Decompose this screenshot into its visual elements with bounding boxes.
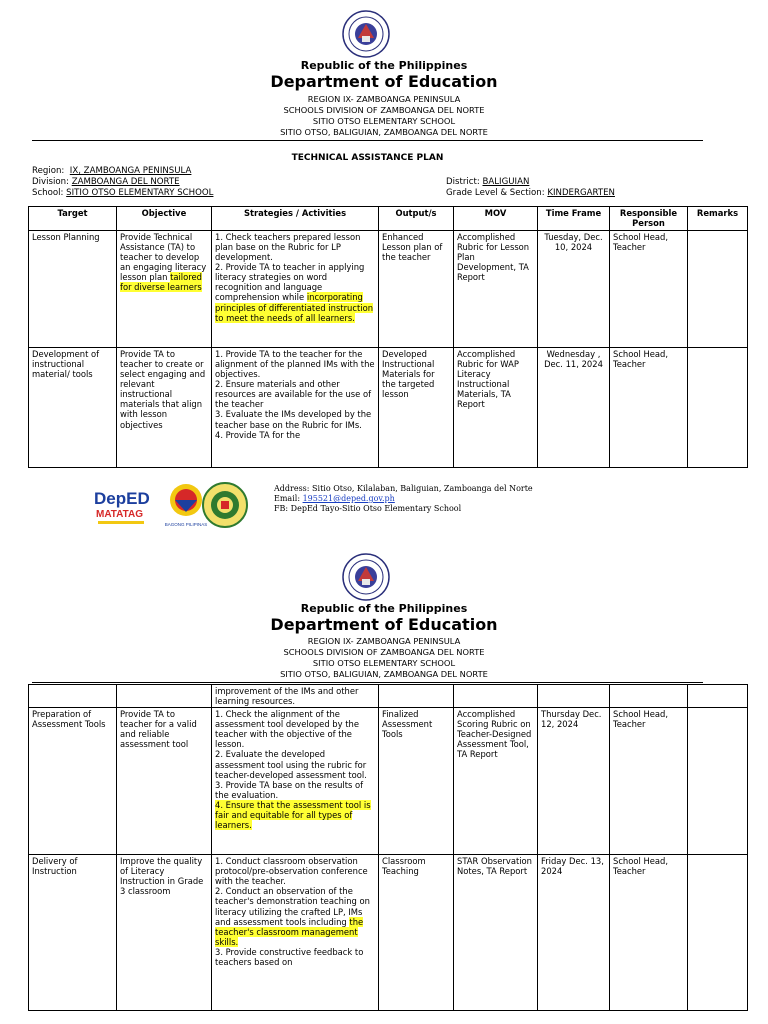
cell-strategies: improvement of the IMs and other learning resources. [212,685,379,708]
deped-matatag-logo [92,480,152,530]
cell-target: Development of instructional material/ tools [29,348,117,468]
highlight: the teacher's classroom management skills. [215,916,364,947]
cell-objective: Provide TA to teacher to create or select engaging and relevant instructional materials that align with lesson objectives [117,348,212,468]
plan-table-2 [28,684,748,1011]
highlight: tailored for diverse learners [120,272,202,293]
footer-email: Email: 195521@deped.gov.ph [274,494,395,503]
cell-person: School Head, Teacher [610,348,688,468]
col-mov: MOV [454,207,538,231]
republic-heading: Republic of the Philippines [300,59,468,72]
grade-info: Grade Level & Section: KINDERGARTEN [446,188,615,198]
cell-time: Friday Dec. 13, 2024 [538,855,610,1011]
cell-person: School Head, Teacher [610,855,688,1011]
cell-objective: Provide TA to teacher for a valid and reliable assessment tool [117,708,212,855]
col-outputs: Output/s [379,207,454,231]
deped-seal-icon [342,10,390,58]
col-remarks: Remarks [688,207,748,231]
cell-output: Classroom Teaching [379,855,454,1011]
col-objective: Objective [117,207,212,231]
table-row [29,685,748,708]
cell-remarks [688,855,748,1011]
division-line: SCHOOLS DIVISION OF ZAMBOANGA DEL NORTE [283,105,485,115]
deped-seal-icon [342,553,390,601]
cell-remarks [688,708,748,855]
cell-remarks [688,348,748,468]
cell-mov: STAR Observation Notes, TA Report [454,855,538,1011]
school-info: School: SITIO OTSO ELEMENTARY SCHOOL [32,188,214,198]
cell-mov: Accomplished Scoring Rubric on Teacher-Designed Assessment Tool, TA Report [454,708,538,855]
cell-target: Lesson Planning [29,231,117,348]
table-row [29,855,748,1011]
cell-time: Thursday Dec. 12, 2024 [538,708,610,855]
district-info: District: BALIGUIAN [446,177,530,187]
cell-remarks [688,231,748,348]
cell-output: Finalized Assessment Tools [379,708,454,855]
footer-contact [274,484,533,514]
svg-text:MATATAG: MATATAG [96,509,144,520]
svg-text:BAGONG PILIPINAS: BAGONG PILIPINAS [164,522,208,527]
cell-target: Delivery of Instruction [29,855,117,1011]
col-time-frame: Time Frame [538,207,610,231]
address-line: SITIO OTSO, BALIGUIAN, ZAMBOANGA DEL NORTE [280,669,488,679]
footer-fb: FB: DepEd Tayo-Sitio Otso Elementary School [274,504,462,513]
division-info: Division: ZAMBOANGA DEL NORTE [32,177,180,187]
cell-person: School Head, Teacher [610,708,688,855]
highlight: incorporating principles of differentiated instruction to meet the needs of all learners. [215,292,374,323]
table-row [29,231,748,348]
cell-mov: Accomplished Rubric for WAP Literacy Instructional Materials, TA Report [454,348,538,468]
highlight: 4. Ensure that the assessment tool is fair and equitable for all types of learners. [215,799,371,831]
plan-table-1 [28,206,748,468]
cell-objective: Improve the quality of Literacy Instruction in Grade 3 classroom [117,855,212,1011]
cell-strategies: 1. Check teachers prepared lesson plan base on the Rubric for LP development. 2. Provide TA to teacher in applying literacy strategies on word recognition and language comprehension while incorporating principles of differentiated instruction to meet the needs of all learners. [212,231,379,348]
col-strategies: Strategies / Activities [212,207,379,231]
cell-target: Preparation of Assessment Tools [29,708,117,855]
cell-strategies: 1. Check the alignment of the assessment tool developed by the teacher with the objective of the lesson. 2. Evaluate the developed assessment tool using the rubric for teacher-developed assessment tool. 3. Provide TA base on the results of the evaluation. 4. Ensure that the assessment tool is fair and equitable for all types of learners. [212,708,379,855]
email-link[interactable]: 195521@deped.gov.ph [302,494,395,503]
header-rule [32,682,703,683]
address-line: SITIO OTSO, BALIGUIAN, ZAMBOANGA DEL NORTE [280,127,488,137]
region-line: REGION IX- ZAMBOANGA PENINSULA [307,636,461,646]
cell-output: Enhanced Lesson plan of the teacher [379,231,454,348]
col-responsible: Responsible Person [610,207,688,231]
svg-text:DepED: DepED [94,489,150,508]
region-info: Region: IX, ZAMBOANGA PENINSULA [32,166,192,176]
division-line: SCHOOLS DIVISION OF ZAMBOANGA DEL NORTE [283,647,485,657]
cell-time: Wednesday , Dec. 11, 2024 [538,348,610,468]
cell-strategies: 1. Provide TA to the teacher for the alignment of the planned IMs with the objectives. 2. Ensure materials and other resources are available for the use of the teacher 3. Evaluate the IMs developed by the teacher base on the Rubric for IMs. 4. Provide TA for the [212,348,379,468]
school-line: SITIO OTSO ELEMENTARY SCHOOL [312,116,456,126]
cell-time: Tuesday, Dec. 10, 2024 [538,231,610,348]
department-heading: Department of Education [270,615,498,634]
cell-person: School Head, Teacher [610,231,688,348]
col-target: Target [29,207,117,231]
school-line: SITIO OTSO ELEMENTARY SCHOOL [312,658,456,668]
table-header-row [29,207,748,231]
region-line: REGION IX- ZAMBOANGA PENINSULA [307,94,461,104]
table-row [29,708,748,855]
table-row [29,348,748,468]
header-rule [32,140,703,141]
cell-objective: Provide Technical Assistance (TA) to teacher to develop an engaging literacy lesson plan tailored for diverse learners [117,231,212,348]
cell-strategies: 1. Conduct classroom observation protocol/pre-observation conference with the teacher. 2. Conduct an observation of the teacher's demonstration teaching on literacy utilizing the crafted LP, IMs and assessment tools including the teacher's classroom management skills. 3. Provide constructive feedback to teachers based on [212,855,379,1011]
republic-heading: Republic of the Philippines [300,602,468,615]
footer-address: Address: Sitio Otso, Kilalaban, Baliguian, Zamboanga del Norte [274,484,533,493]
department-heading: Department of Education [270,72,498,91]
cell-output: Developed Instructional Materials for the targeted lesson [379,348,454,468]
cell-mov: Accomplished Rubric for Lesson Plan Development, TA Report [454,231,538,348]
plan-title: TECHNICAL ASSISTANCE PLAN [291,153,444,163]
school-seal-logo [200,480,250,530]
